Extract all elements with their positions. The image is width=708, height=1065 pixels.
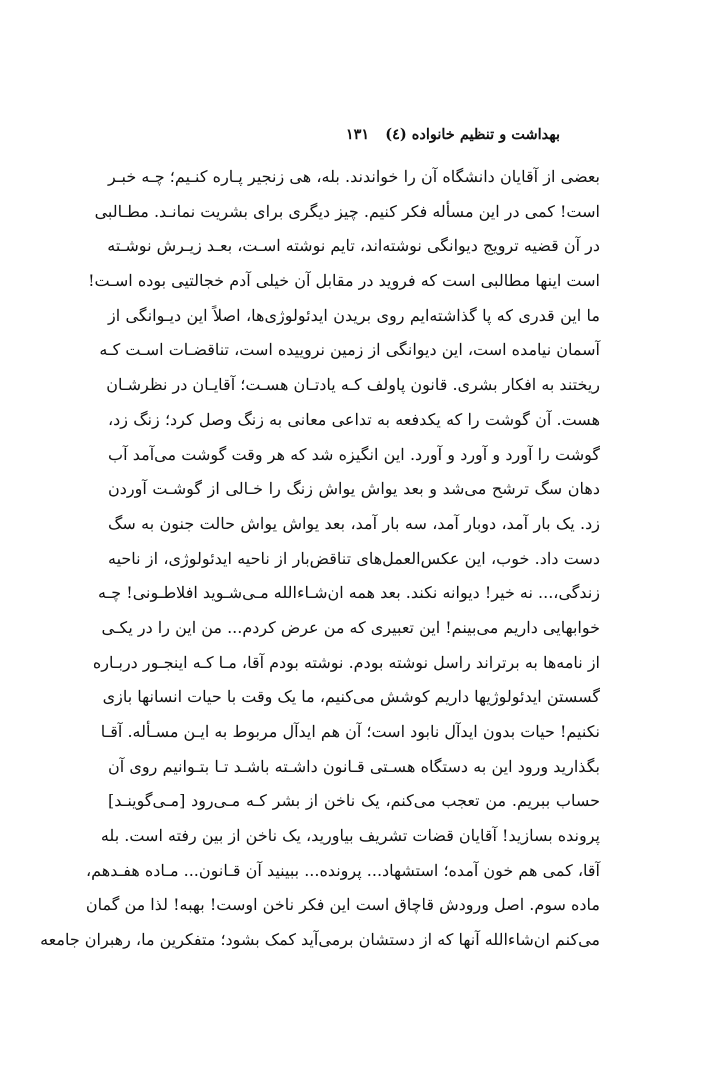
header-title: بهداشت و تنظیم خانواده (٤) (385, 125, 560, 143)
text-line: پرونده بسازید! آقایان قضات تشریف بیاورید، یک ناخن از بین رفته است. بله (100, 826, 600, 846)
text-line: بعضی از آقایان دانشگاه آن را خواندند. بله، هی زنجیر پـاره کنـیم؛ چـه خبـر (108, 167, 600, 186)
text-line: دهان سگ ترشح می‌شد و بعد یواش یواش زنگ را خـالی از گوشـت آوردن (108, 479, 600, 499)
running-header (140, 122, 560, 146)
text-line: دست داد. خوب، این عکس‌العمل‌های تناقض‌بار از ناحیه ایدئولوژی، از ناحیه (108, 548, 600, 568)
text-line: هست. آن گوشت را که یکدفعه به تداعی معانی به زنگ وصل کرد؛ زنگ زد، (108, 409, 601, 429)
text-line: است اینها مطالبی است که فروید در مقابل آن خیلی آدم خجالتیی بوده اسـت! (88, 271, 600, 291)
text-line: ماده سوم. اصل ورودش قاچاق است این فکر ناخن اوست! بهبه! لذا من گمان (85, 895, 600, 915)
text-line: ریختند به افکار بشری. قانون پاولف کـه یادتـان هسـت؛ آقایـان در نظرشـان (106, 375, 600, 395)
text-line: زد. یک بار آمد، دوبار آمد، سه بار آمد، بعد یواش یواش حالت جنون به سگ (108, 513, 600, 533)
text-line: حساب ببریم. من تعجب می‌کنم، یک ناخن از بشر کـه مـی‌رود [مـی‌گوینـد] (108, 791, 600, 811)
text-line: می‌کنم ان‌شاءالله آنها که از دستشان برمی‌آید کمک بشود؛ متفکرین ما، رهبران جامعه (40, 930, 600, 950)
text-line: آقا، کمی هم خون آمده؛ استشهاد... پرونده... ببینید آن قـانون... مـاده هفـدهم، (85, 860, 600, 880)
text-line: از نامه‌ها به برتراند راسل نوشته بودم. نوشته بودم آقا، مـا کـه اینجـور دربـاره (92, 652, 600, 672)
text-line: نکنیم! حیات بدون ایدآل نابود است؛ آن هم ایدآل مربوط به ایـن مسـأله. آقـا (100, 722, 600, 741)
text-line: زندگی،... نه خیر! دیوانه نکند. بعد همه ان‌شـاءالله مـی‌شـوید افلاطـونی! چـه (98, 583, 600, 603)
text-line: آسمان نیامده است، این دیوانگی از زمین نروییده است، تناقضـات اسـت کـه (99, 340, 600, 360)
text-line: خوابهایی داریم می‌بینم! این تعبیری که من عرض کردم... من این را در یکـی (101, 617, 600, 637)
text-line: گسستن ایدئولوژیها داریم کوشش می‌کنیم، ما یک وقت با حیات انسانها بازی (102, 687, 600, 707)
page-number: ۱۳۱ (345, 125, 370, 143)
body-text (40, 160, 601, 958)
text-line: است! کمی در این مسأله فکر کنیم. چیز دیگری برای بشریت نمانـد. مطـالبی (94, 201, 600, 221)
text-line: بگذارید ورود این به دستگاه هسـتی قـانون داشـته باشـد تـا بتـوانیم روی آن (108, 756, 600, 776)
text-line: ما این قدری که پا گذاشته‌ایم روی بریدن ایدئولوژی‌ها، اصلاً این دیـوانگی از (108, 305, 600, 325)
text-line: گوشت را آورد و آورد و آورد. این انگیزه شد که هر وقت گوشت می‌آمد آب (108, 444, 600, 464)
text-line: در آن قضیه ترویج دیوانگی نوشته‌اند، تایم نوشته اسـت، بعـد زیـرش نوشـته (107, 236, 600, 256)
